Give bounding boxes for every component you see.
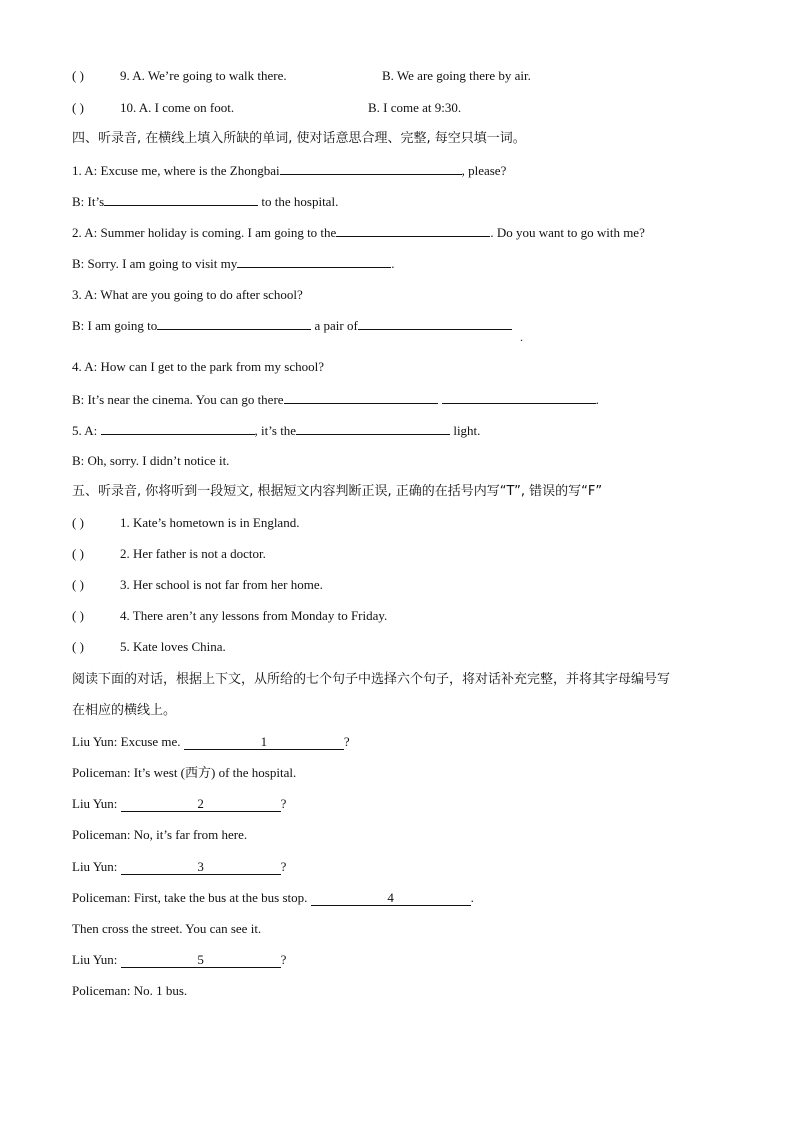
answer-paren[interactable]: ( ): [72, 546, 84, 561]
dialogue-line-8: Liu Yun: 5 ?: [72, 952, 287, 967]
answer-paren[interactable]: ( ): [72, 608, 84, 623]
answer-paren[interactable]: ( ): [72, 515, 84, 530]
answer-blank-2[interactable]: 2: [121, 797, 281, 812]
tf-item-5: ( ) 5. Kate loves China.: [72, 639, 226, 654]
answer-blank-4[interactable]: 4: [311, 891, 471, 906]
dialogue-2b: B: Sorry. I am going to visit my .: [72, 256, 395, 271]
dialogue-1a: 1. A: Excuse me, where is the Zhongbai , please?: [72, 163, 507, 178]
question-10: [72, 99, 722, 117]
dialogue-line-9: Policeman: No. 1 bus.: [72, 983, 188, 998]
dialogue-5a: 5. A: , it’s the light.: [72, 423, 481, 438]
answer-paren[interactable]: ( ): [72, 639, 84, 654]
dialogue-line-1: Liu Yun: Excuse me. 1 ?: [72, 734, 350, 749]
fill-blank[interactable]: [104, 192, 258, 206]
answer-blank-5[interactable]: 5: [121, 953, 281, 968]
dialogue-4b: B: It’s near the cinema. You can go there .: [72, 392, 599, 407]
tf-item-4: ( ) 4. There aren’t any lessons from Monday to Friday.: [72, 608, 388, 623]
question-9: [72, 67, 722, 85]
answer-blank-1[interactable]: 1: [184, 735, 344, 750]
dialogue-3b: B: I am going to a pair of: [72, 316, 512, 335]
fill-blank[interactable]: [296, 421, 450, 435]
option-a: 9. A. We’re going to walk there.: [120, 68, 287, 83]
fill-blank[interactable]: [101, 421, 255, 435]
answer-blank-3[interactable]: 3: [121, 860, 281, 875]
dialogue-1b: B: It’s to the hospital.: [72, 194, 339, 209]
answer-paren[interactable]: ( ): [72, 100, 84, 115]
reading-instruction-cont: 在相应的横线上。: [72, 703, 177, 718]
section-5-heading: 五、听录音, 你将听到一段短文, 根据短文内容判断正误, 正确的在括号内写“T”, 错误的写“F”: [72, 484, 603, 499]
answer-paren[interactable]: ( ): [72, 577, 84, 592]
fill-blank[interactable]: [336, 223, 490, 237]
section-4-heading: 四、听录音, 在横线上填入所缺的单词, 使对话意思合理、完整, 每空只填一词。: [72, 131, 526, 146]
dialogue-3a: 3. A: What are you going to do after school?: [72, 287, 303, 302]
dialogue-2a: 2. A: Summer holiday is coming. I am going to the . Do you want to go with me?: [72, 225, 645, 240]
dialogue-line-6: Policeman: First, take the bus at the bus stop. 4 .: [72, 890, 474, 905]
fill-blank[interactable]: [358, 316, 512, 330]
fill-blank[interactable]: [442, 390, 596, 404]
tf-item-1: ( ) 1. Kate’s hometown is in England.: [72, 515, 300, 530]
dialogue-line-4: Policeman: No, it’s far from here.: [72, 827, 248, 842]
reading-instruction: 阅读下面的对话，根据上下文，从所给的七个句子中选择六个句子，将对话补充完整，并将其字母编号写: [72, 672, 671, 687]
fill-blank[interactable]: [237, 254, 391, 268]
option-b: B. We are going there by air.: [382, 68, 531, 83]
tf-item-3: ( ) 3. Her school is not far from her home.: [72, 577, 323, 592]
dialogue-line-5: Liu Yun: 3 ?: [72, 859, 287, 874]
dialogue-line-3: Liu Yun: 2 ?: [72, 796, 287, 811]
fill-blank[interactable]: [280, 161, 462, 175]
option-b: B. I come at 9:30.: [368, 100, 462, 115]
tf-item-2: ( ) 2. Her father is not a doctor.: [72, 546, 266, 561]
dialogue-line-2: Policeman: It’s west (西方) of the hospital.: [72, 765, 297, 780]
option-a: 10. A. I come on foot.: [120, 100, 235, 115]
dialogue-5b: B: Oh, sorry. I didn’t notice it.: [72, 453, 230, 468]
fill-blank[interactable]: [284, 390, 438, 404]
dialogue-4a: 4. A: How can I get to the park from my school?: [72, 359, 324, 374]
dialogue-line-7: Then cross the street. You can see it.: [72, 921, 262, 936]
fill-blank[interactable]: [157, 316, 311, 330]
period-mark: .: [520, 330, 523, 344]
answer-paren[interactable]: ( ): [72, 68, 84, 83]
